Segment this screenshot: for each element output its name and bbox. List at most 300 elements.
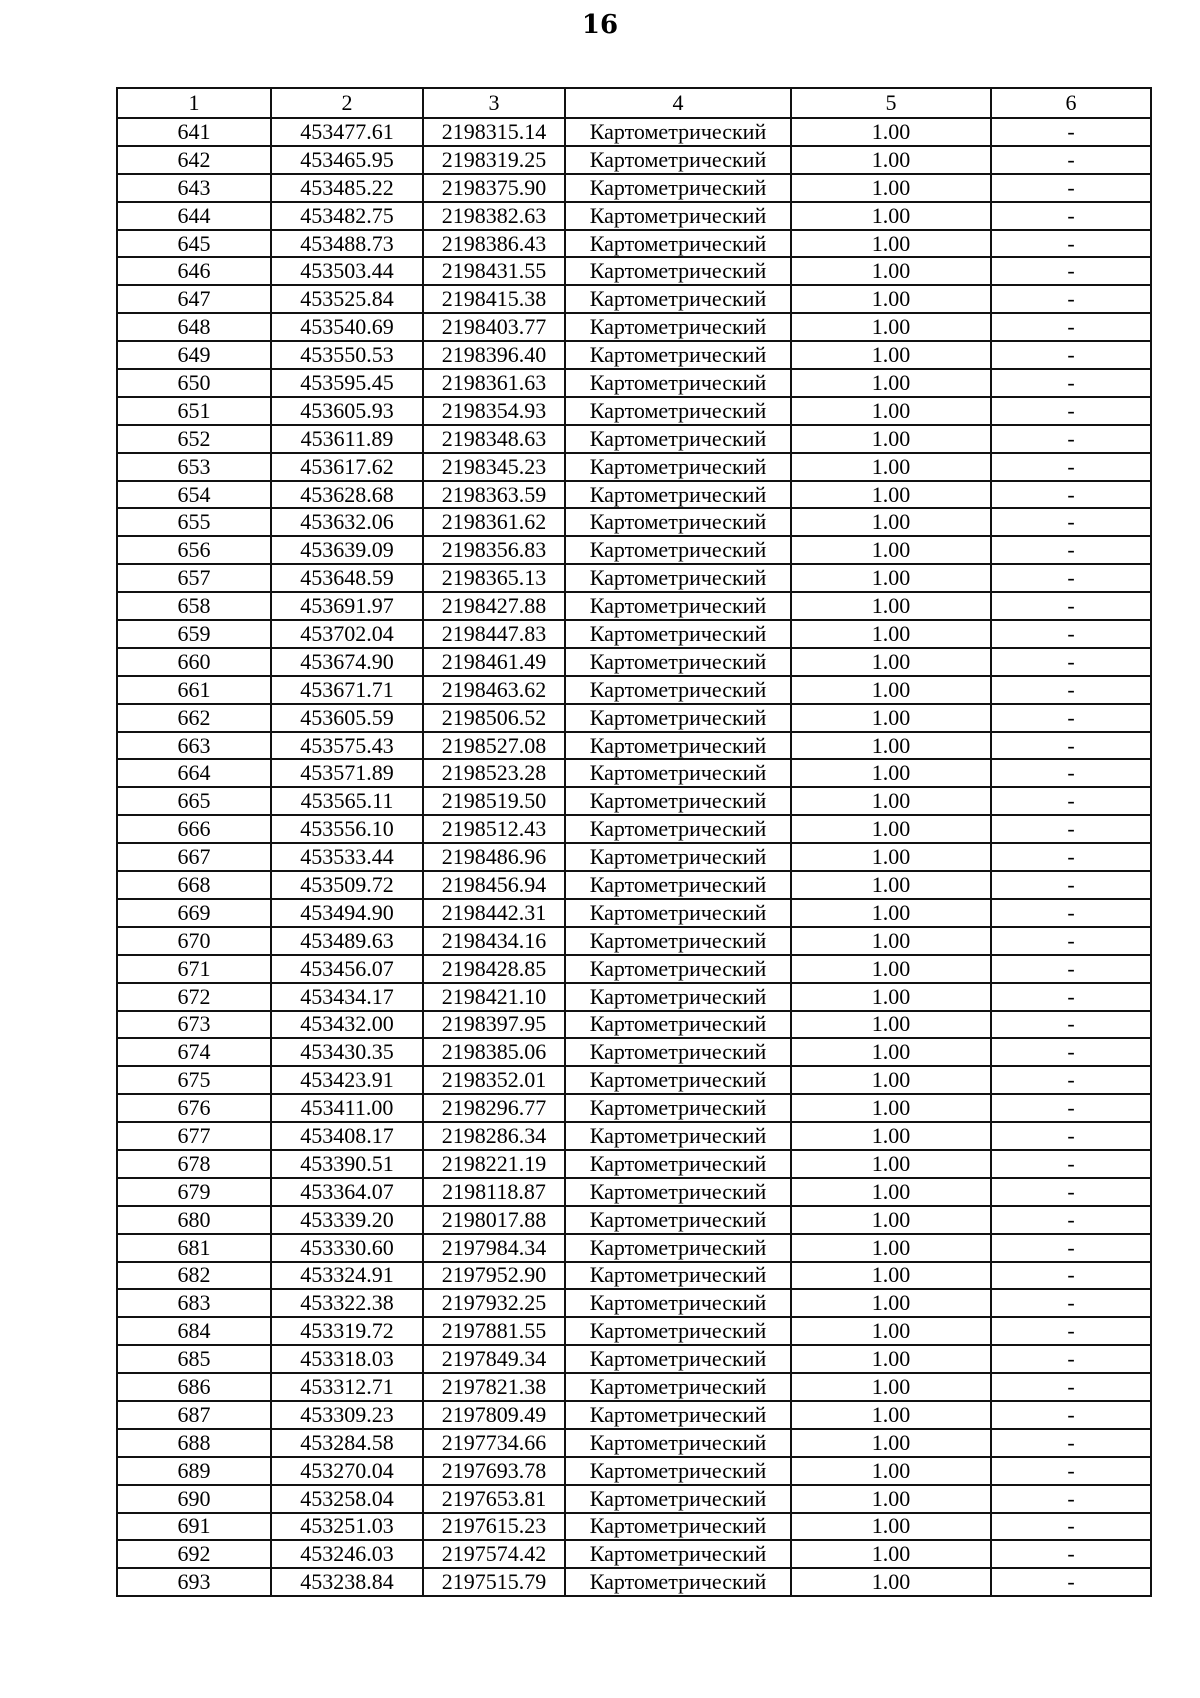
method-cell: Картометрический xyxy=(565,1540,791,1568)
note-cell: - xyxy=(991,648,1151,676)
point-number-cell: 667 xyxy=(117,843,271,871)
note-cell: - xyxy=(991,1234,1151,1262)
method-cell: Картометрический xyxy=(565,704,791,732)
point-number-cell: 666 xyxy=(117,815,271,843)
note-cell: - xyxy=(991,1401,1151,1429)
table-row xyxy=(117,118,1151,146)
point-number-cell: 674 xyxy=(117,1038,271,1066)
accuracy-cell: 1.00 xyxy=(791,118,991,146)
x-coordinate-cell: 453251.03 xyxy=(271,1513,423,1541)
method-cell: Картометрический xyxy=(565,871,791,899)
accuracy-cell: 1.00 xyxy=(791,481,991,509)
table-body xyxy=(117,118,1151,1596)
x-coordinate-cell: 453284.58 xyxy=(271,1429,423,1457)
accuracy-cell: 1.00 xyxy=(791,899,991,927)
table-row xyxy=(117,341,1151,369)
accuracy-cell: 1.00 xyxy=(791,1011,991,1039)
accuracy-cell: 1.00 xyxy=(791,1485,991,1513)
y-coordinate-cell: 2198431.55 xyxy=(423,257,565,285)
x-coordinate-cell: 453595.45 xyxy=(271,369,423,397)
point-number-cell: 665 xyxy=(117,787,271,815)
table-row xyxy=(117,592,1151,620)
method-cell: Картометрический xyxy=(565,620,791,648)
point-number-cell: 651 xyxy=(117,397,271,425)
accuracy-cell: 1.00 xyxy=(791,453,991,481)
method-cell: Картометрический xyxy=(565,1206,791,1234)
table-row xyxy=(117,1094,1151,1122)
table-row xyxy=(117,648,1151,676)
accuracy-cell: 1.00 xyxy=(791,1150,991,1178)
method-cell: Картометрический xyxy=(565,257,791,285)
y-coordinate-cell: 2198286.34 xyxy=(423,1122,565,1150)
accuracy-cell: 1.00 xyxy=(791,146,991,174)
x-coordinate-cell: 453434.17 xyxy=(271,983,423,1011)
note-cell: - xyxy=(991,759,1151,787)
method-cell: Картометрический xyxy=(565,759,791,787)
table-row xyxy=(117,257,1151,285)
y-coordinate-cell: 2198386.43 xyxy=(423,230,565,258)
y-coordinate-cell: 2197932.25 xyxy=(423,1289,565,1317)
method-cell: Картометрический xyxy=(565,1485,791,1513)
x-coordinate-cell: 453605.59 xyxy=(271,704,423,732)
table-row xyxy=(117,1373,1151,1401)
table-row xyxy=(117,843,1151,871)
y-coordinate-cell: 2198434.16 xyxy=(423,927,565,955)
x-coordinate-cell: 453674.90 xyxy=(271,648,423,676)
method-cell: Картометрический xyxy=(565,1513,791,1541)
page-number: 16 xyxy=(581,10,619,40)
note-cell: - xyxy=(991,927,1151,955)
table-row xyxy=(117,1401,1151,1429)
y-coordinate-cell: 2198396.40 xyxy=(423,341,565,369)
table-row xyxy=(117,1485,1151,1513)
accuracy-cell: 1.00 xyxy=(791,564,991,592)
table-row xyxy=(117,1038,1151,1066)
x-coordinate-cell: 453639.09 xyxy=(271,536,423,564)
y-coordinate-cell: 2197734.66 xyxy=(423,1429,565,1457)
table-row xyxy=(117,369,1151,397)
y-coordinate-cell: 2198527.08 xyxy=(423,732,565,760)
accuracy-cell: 1.00 xyxy=(791,1234,991,1262)
accuracy-cell: 1.00 xyxy=(791,1373,991,1401)
table-row xyxy=(117,508,1151,536)
table-row xyxy=(117,564,1151,592)
note-cell: - xyxy=(991,1066,1151,1094)
accuracy-cell: 1.00 xyxy=(791,1122,991,1150)
x-coordinate-cell: 453408.17 xyxy=(271,1122,423,1150)
x-coordinate-cell: 453617.62 xyxy=(271,453,423,481)
x-coordinate-cell: 453456.07 xyxy=(271,955,423,983)
x-coordinate-cell: 453550.53 xyxy=(271,341,423,369)
accuracy-cell: 1.00 xyxy=(791,787,991,815)
y-coordinate-cell: 2198421.10 xyxy=(423,983,565,1011)
point-number-cell: 692 xyxy=(117,1540,271,1568)
accuracy-cell: 1.00 xyxy=(791,759,991,787)
accuracy-cell: 1.00 xyxy=(791,1038,991,1066)
table-row xyxy=(117,1317,1151,1345)
y-coordinate-cell: 2198361.62 xyxy=(423,508,565,536)
accuracy-cell: 1.00 xyxy=(791,927,991,955)
x-coordinate-cell: 453503.44 xyxy=(271,257,423,285)
y-coordinate-cell: 2197984.34 xyxy=(423,1234,565,1262)
accuracy-cell: 1.00 xyxy=(791,508,991,536)
point-number-cell: 655 xyxy=(117,508,271,536)
note-cell: - xyxy=(991,174,1151,202)
method-cell: Картометрический xyxy=(565,508,791,536)
accuracy-cell: 1.00 xyxy=(791,369,991,397)
y-coordinate-cell: 2198486.96 xyxy=(423,843,565,871)
method-cell: Картометрический xyxy=(565,1373,791,1401)
method-cell: Картометрический xyxy=(565,1262,791,1290)
note-cell: - xyxy=(991,564,1151,592)
accuracy-cell: 1.00 xyxy=(791,1513,991,1541)
point-number-cell: 648 xyxy=(117,313,271,341)
method-cell: Картометрический xyxy=(565,1401,791,1429)
y-coordinate-cell: 2198385.06 xyxy=(423,1038,565,1066)
accuracy-cell: 1.00 xyxy=(791,871,991,899)
x-coordinate-cell: 453246.03 xyxy=(271,1540,423,1568)
method-cell: Картометрический xyxy=(565,146,791,174)
note-cell: - xyxy=(991,843,1151,871)
table-row xyxy=(117,871,1151,899)
note-cell: - xyxy=(991,146,1151,174)
table-row xyxy=(117,425,1151,453)
y-coordinate-cell: 2198363.59 xyxy=(423,481,565,509)
x-coordinate-cell: 453270.04 xyxy=(271,1457,423,1485)
point-number-cell: 683 xyxy=(117,1289,271,1317)
y-coordinate-cell: 2198463.62 xyxy=(423,676,565,704)
table-row xyxy=(117,174,1151,202)
x-coordinate-cell: 453488.73 xyxy=(271,230,423,258)
x-coordinate-cell: 453312.71 xyxy=(271,1373,423,1401)
y-coordinate-cell: 2198447.83 xyxy=(423,620,565,648)
y-coordinate-cell: 2197653.81 xyxy=(423,1485,565,1513)
y-coordinate-cell: 2198442.31 xyxy=(423,899,565,927)
accuracy-cell: 1.00 xyxy=(791,1206,991,1234)
y-coordinate-cell: 2198348.63 xyxy=(423,425,565,453)
point-number-cell: 652 xyxy=(117,425,271,453)
table-row xyxy=(117,1066,1151,1094)
note-cell: - xyxy=(991,704,1151,732)
x-coordinate-cell: 453533.44 xyxy=(271,843,423,871)
y-coordinate-cell: 2198523.28 xyxy=(423,759,565,787)
x-coordinate-cell: 453540.69 xyxy=(271,313,423,341)
table-row xyxy=(117,899,1151,927)
point-number-cell: 650 xyxy=(117,369,271,397)
table-row xyxy=(117,285,1151,313)
method-cell: Картометрический xyxy=(565,1429,791,1457)
note-cell: - xyxy=(991,1094,1151,1122)
method-cell: Картометрический xyxy=(565,425,791,453)
point-number-cell: 678 xyxy=(117,1150,271,1178)
accuracy-cell: 1.00 xyxy=(791,1178,991,1206)
y-coordinate-cell: 2198519.50 xyxy=(423,787,565,815)
method-cell: Картометрический xyxy=(565,453,791,481)
x-coordinate-cell: 453611.89 xyxy=(271,425,423,453)
x-coordinate-cell: 453330.60 xyxy=(271,1234,423,1262)
x-coordinate-cell: 453309.23 xyxy=(271,1401,423,1429)
x-coordinate-cell: 453575.43 xyxy=(271,732,423,760)
table-row xyxy=(117,1568,1151,1596)
y-coordinate-cell: 2198356.83 xyxy=(423,536,565,564)
point-number-cell: 675 xyxy=(117,1066,271,1094)
x-coordinate-cell: 453556.10 xyxy=(271,815,423,843)
table-row xyxy=(117,955,1151,983)
note-cell: - xyxy=(991,341,1151,369)
table-row xyxy=(117,620,1151,648)
accuracy-cell: 1.00 xyxy=(791,843,991,871)
note-cell: - xyxy=(991,481,1151,509)
point-number-cell: 688 xyxy=(117,1429,271,1457)
table-row xyxy=(117,453,1151,481)
note-cell: - xyxy=(991,815,1151,843)
table-row xyxy=(117,759,1151,787)
table-row xyxy=(117,230,1151,258)
x-coordinate-cell: 453364.07 xyxy=(271,1178,423,1206)
method-cell: Картометрический xyxy=(565,648,791,676)
method-cell: Картометрический xyxy=(565,592,791,620)
x-coordinate-cell: 453319.72 xyxy=(271,1317,423,1345)
header-cell-2: 2 xyxy=(271,88,423,118)
y-coordinate-cell: 2198345.23 xyxy=(423,453,565,481)
method-cell: Картометрический xyxy=(565,1345,791,1373)
point-number-cell: 649 xyxy=(117,341,271,369)
y-coordinate-cell: 2198118.87 xyxy=(423,1178,565,1206)
accuracy-cell: 1.00 xyxy=(791,425,991,453)
y-coordinate-cell: 2198375.90 xyxy=(423,174,565,202)
x-coordinate-cell: 453477.61 xyxy=(271,118,423,146)
point-number-cell: 661 xyxy=(117,676,271,704)
header-cell-1: 1 xyxy=(117,88,271,118)
coordinates-table xyxy=(116,87,1152,1597)
note-cell: - xyxy=(991,425,1151,453)
point-number-cell: 673 xyxy=(117,1011,271,1039)
table-row xyxy=(117,704,1151,732)
accuracy-cell: 1.00 xyxy=(791,285,991,313)
header-cell-4: 4 xyxy=(565,88,791,118)
y-coordinate-cell: 2197515.79 xyxy=(423,1568,565,1596)
method-cell: Картометрический xyxy=(565,285,791,313)
method-cell: Картометрический xyxy=(565,732,791,760)
y-coordinate-cell: 2198354.93 xyxy=(423,397,565,425)
accuracy-cell: 1.00 xyxy=(791,732,991,760)
point-number-cell: 642 xyxy=(117,146,271,174)
note-cell: - xyxy=(991,536,1151,564)
accuracy-cell: 1.00 xyxy=(791,397,991,425)
table-row xyxy=(117,1540,1151,1568)
note-cell: - xyxy=(991,202,1151,230)
note-cell: - xyxy=(991,871,1151,899)
x-coordinate-cell: 453390.51 xyxy=(271,1150,423,1178)
y-coordinate-cell: 2198017.88 xyxy=(423,1206,565,1234)
accuracy-cell: 1.00 xyxy=(791,1568,991,1596)
x-coordinate-cell: 453702.04 xyxy=(271,620,423,648)
accuracy-cell: 1.00 xyxy=(791,313,991,341)
table-row xyxy=(117,481,1151,509)
point-number-cell: 671 xyxy=(117,955,271,983)
x-coordinate-cell: 453632.06 xyxy=(271,508,423,536)
x-coordinate-cell: 453430.35 xyxy=(271,1038,423,1066)
method-cell: Картометрический xyxy=(565,676,791,704)
table-row xyxy=(117,1262,1151,1290)
point-number-cell: 659 xyxy=(117,620,271,648)
table-row xyxy=(117,1011,1151,1039)
method-cell: Картометрический xyxy=(565,536,791,564)
x-coordinate-cell: 453238.84 xyxy=(271,1568,423,1596)
y-coordinate-cell: 2198352.01 xyxy=(423,1066,565,1094)
point-number-cell: 668 xyxy=(117,871,271,899)
method-cell: Картометрический xyxy=(565,815,791,843)
x-coordinate-cell: 453671.71 xyxy=(271,676,423,704)
y-coordinate-cell: 2197693.78 xyxy=(423,1457,565,1485)
note-cell: - xyxy=(991,1178,1151,1206)
x-coordinate-cell: 453465.95 xyxy=(271,146,423,174)
point-number-cell: 646 xyxy=(117,257,271,285)
accuracy-cell: 1.00 xyxy=(791,174,991,202)
accuracy-cell: 1.00 xyxy=(791,257,991,285)
y-coordinate-cell: 2198319.25 xyxy=(423,146,565,174)
method-cell: Картометрический xyxy=(565,202,791,230)
method-cell: Картометрический xyxy=(565,313,791,341)
table-row xyxy=(117,1206,1151,1234)
point-number-cell: 641 xyxy=(117,118,271,146)
y-coordinate-cell: 2198361.63 xyxy=(423,369,565,397)
point-number-cell: 682 xyxy=(117,1262,271,1290)
method-cell: Картометрический xyxy=(565,927,791,955)
point-number-cell: 643 xyxy=(117,174,271,202)
note-cell: - xyxy=(991,899,1151,927)
point-number-cell: 686 xyxy=(117,1373,271,1401)
method-cell: Картометрический xyxy=(565,1122,791,1150)
accuracy-cell: 1.00 xyxy=(791,648,991,676)
point-number-cell: 676 xyxy=(117,1094,271,1122)
point-number-cell: 644 xyxy=(117,202,271,230)
accuracy-cell: 1.00 xyxy=(791,1066,991,1094)
table-row xyxy=(117,1429,1151,1457)
note-cell: - xyxy=(991,732,1151,760)
point-number-cell: 658 xyxy=(117,592,271,620)
table-row xyxy=(117,397,1151,425)
x-coordinate-cell: 453494.90 xyxy=(271,899,423,927)
note-cell: - xyxy=(991,592,1151,620)
method-cell: Картометрический xyxy=(565,1568,791,1596)
point-number-cell: 645 xyxy=(117,230,271,258)
table-row xyxy=(117,927,1151,955)
note-cell: - xyxy=(991,257,1151,285)
point-number-cell: 680 xyxy=(117,1206,271,1234)
x-coordinate-cell: 453565.11 xyxy=(271,787,423,815)
method-cell: Картометрический xyxy=(565,1457,791,1485)
table-row xyxy=(117,732,1151,760)
note-cell: - xyxy=(991,1513,1151,1541)
table-row xyxy=(117,1345,1151,1373)
point-number-cell: 687 xyxy=(117,1401,271,1429)
x-coordinate-cell: 453411.00 xyxy=(271,1094,423,1122)
note-cell: - xyxy=(991,453,1151,481)
accuracy-cell: 1.00 xyxy=(791,983,991,1011)
note-cell: - xyxy=(991,1373,1151,1401)
note-cell: - xyxy=(991,1150,1151,1178)
accuracy-cell: 1.00 xyxy=(791,1457,991,1485)
y-coordinate-cell: 2197881.55 xyxy=(423,1317,565,1345)
x-coordinate-cell: 453648.59 xyxy=(271,564,423,592)
point-number-cell: 679 xyxy=(117,1178,271,1206)
table-header xyxy=(117,88,1151,118)
method-cell: Картометрический xyxy=(565,341,791,369)
accuracy-cell: 1.00 xyxy=(791,704,991,732)
table-row xyxy=(117,1457,1151,1485)
accuracy-cell: 1.00 xyxy=(791,536,991,564)
x-coordinate-cell: 453485.22 xyxy=(271,174,423,202)
accuracy-cell: 1.00 xyxy=(791,1262,991,1290)
note-cell: - xyxy=(991,508,1151,536)
accuracy-cell: 1.00 xyxy=(791,620,991,648)
point-number-cell: 662 xyxy=(117,704,271,732)
accuracy-cell: 1.00 xyxy=(791,1345,991,1373)
y-coordinate-cell: 2198315.14 xyxy=(423,118,565,146)
x-coordinate-cell: 453322.38 xyxy=(271,1289,423,1317)
x-coordinate-cell: 453691.97 xyxy=(271,592,423,620)
header-row xyxy=(117,88,1151,118)
note-cell: - xyxy=(991,1540,1151,1568)
x-coordinate-cell: 453339.20 xyxy=(271,1206,423,1234)
table-row xyxy=(117,1178,1151,1206)
accuracy-cell: 1.00 xyxy=(791,815,991,843)
x-coordinate-cell: 453324.91 xyxy=(271,1262,423,1290)
table-row xyxy=(117,1150,1151,1178)
method-cell: Картометрический xyxy=(565,1094,791,1122)
x-coordinate-cell: 453571.89 xyxy=(271,759,423,787)
x-coordinate-cell: 453628.68 xyxy=(271,481,423,509)
point-number-cell: 670 xyxy=(117,927,271,955)
table-row xyxy=(117,146,1151,174)
x-coordinate-cell: 453432.00 xyxy=(271,1011,423,1039)
point-number-cell: 669 xyxy=(117,899,271,927)
table-row xyxy=(117,536,1151,564)
y-coordinate-cell: 2197615.23 xyxy=(423,1513,565,1541)
y-coordinate-cell: 2198221.19 xyxy=(423,1150,565,1178)
y-coordinate-cell: 2198427.88 xyxy=(423,592,565,620)
y-coordinate-cell: 2198456.94 xyxy=(423,871,565,899)
y-coordinate-cell: 2197574.42 xyxy=(423,1540,565,1568)
method-cell: Картометрический xyxy=(565,564,791,592)
method-cell: Картометрический xyxy=(565,787,791,815)
x-coordinate-cell: 453423.91 xyxy=(271,1066,423,1094)
note-cell: - xyxy=(991,285,1151,313)
method-cell: Картометрический xyxy=(565,1066,791,1094)
x-coordinate-cell: 453525.84 xyxy=(271,285,423,313)
accuracy-cell: 1.00 xyxy=(791,1429,991,1457)
table-row xyxy=(117,313,1151,341)
method-cell: Картометрический xyxy=(565,1234,791,1262)
note-cell: - xyxy=(991,1345,1151,1373)
note-cell: - xyxy=(991,955,1151,983)
accuracy-cell: 1.00 xyxy=(791,202,991,230)
point-number-cell: 663 xyxy=(117,732,271,760)
accuracy-cell: 1.00 xyxy=(791,955,991,983)
y-coordinate-cell: 2198403.77 xyxy=(423,313,565,341)
method-cell: Картометрический xyxy=(565,369,791,397)
method-cell: Картометрический xyxy=(565,899,791,927)
point-number-cell: 664 xyxy=(117,759,271,787)
accuracy-cell: 1.00 xyxy=(791,1540,991,1568)
y-coordinate-cell: 2198512.43 xyxy=(423,815,565,843)
header-cell-5: 5 xyxy=(791,88,991,118)
point-number-cell: 656 xyxy=(117,536,271,564)
note-cell: - xyxy=(991,230,1151,258)
method-cell: Картометрический xyxy=(565,1289,791,1317)
method-cell: Картометрический xyxy=(565,1150,791,1178)
